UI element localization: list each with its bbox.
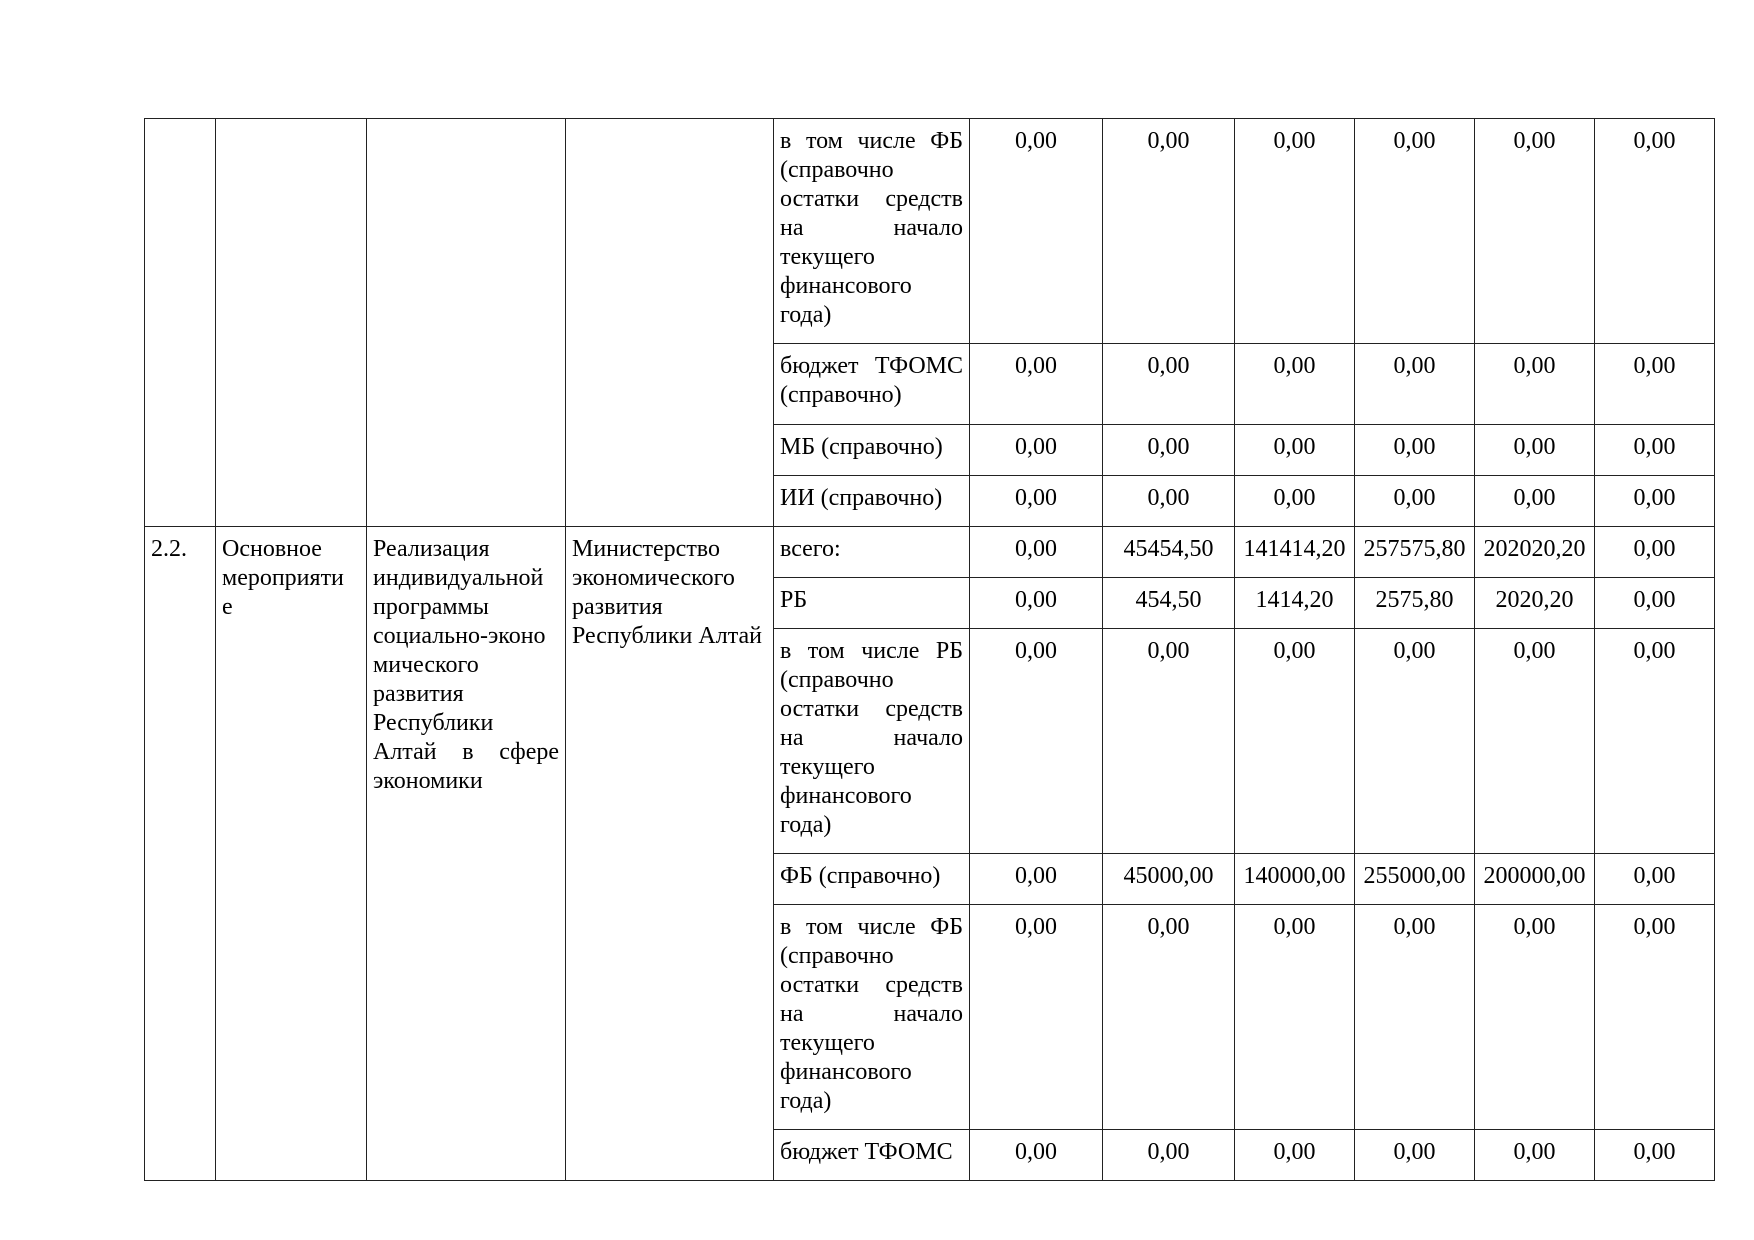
value-cell: 0,00 xyxy=(1235,425,1355,476)
value-cell: 1414,20 xyxy=(1235,578,1355,629)
funding-source: бюджет ТФОМС xyxy=(774,1130,970,1181)
value-cell: 0,00 xyxy=(1595,854,1715,905)
value-cell: 0,00 xyxy=(1355,905,1475,1130)
value-cell: 257575,80 xyxy=(1355,527,1475,578)
value-cell: 0,00 xyxy=(1235,1130,1355,1181)
value-cell: 0,00 xyxy=(970,578,1103,629)
funding-source: ФБ (справочно) xyxy=(774,854,970,905)
value-cell: 0,00 xyxy=(1475,344,1595,425)
executor-cell-empty xyxy=(566,119,774,527)
value-cell: 0,00 xyxy=(1595,425,1715,476)
value-cell: 0,00 xyxy=(1475,905,1595,1130)
budget-table xyxy=(144,118,1715,1181)
value-cell: 0,00 xyxy=(1595,1130,1715,1181)
value-cell: 0,00 xyxy=(1235,119,1355,344)
funding-source: ИИ (справочно) xyxy=(774,476,970,527)
value-cell: 0,00 xyxy=(1355,344,1475,425)
value-cell: 0,00 xyxy=(1595,344,1715,425)
value-cell: 0,00 xyxy=(1103,119,1235,344)
name-cell-empty xyxy=(367,119,566,527)
value-cell: 0,00 xyxy=(970,119,1103,344)
value-cell: 0,00 xyxy=(1103,629,1235,854)
value-cell: 0,00 xyxy=(970,425,1103,476)
value-cell: 0,00 xyxy=(970,476,1103,527)
status-cell-empty xyxy=(216,119,367,527)
value-cell: 255000,00 xyxy=(1355,854,1475,905)
value-cell: 45454,50 xyxy=(1103,527,1235,578)
value-cell: 0,00 xyxy=(970,905,1103,1130)
value-cell: 0,00 xyxy=(1355,1130,1475,1181)
funding-source: бюджет ТФОМС (справочно) xyxy=(774,344,970,425)
value-cell: 0,00 xyxy=(1235,629,1355,854)
value-cell: 0,00 xyxy=(1103,344,1235,425)
value-cell: 0,00 xyxy=(1475,119,1595,344)
entry-status: Основное мероприяти е xyxy=(216,527,367,1181)
table-row xyxy=(145,119,1715,344)
value-cell: 0,00 xyxy=(970,854,1103,905)
funding-source: в том числе РБ (справочно остатки средств на начало текущего финансового года) xyxy=(774,629,970,854)
value-cell: 141414,20 xyxy=(1235,527,1355,578)
entry-name: Реализация индивидуальной программы социально-эконо мического развития Республики Алтай в сфере экономики xyxy=(367,527,566,1181)
value-cell: 140000,00 xyxy=(1235,854,1355,905)
value-cell: 0,00 xyxy=(1235,476,1355,527)
value-cell: 2020,20 xyxy=(1475,578,1595,629)
value-cell: 0,00 xyxy=(1475,1130,1595,1181)
value-cell: 0,00 xyxy=(1355,425,1475,476)
value-cell: 0,00 xyxy=(1595,527,1715,578)
value-cell: 0,00 xyxy=(1235,344,1355,425)
value-cell: 0,00 xyxy=(1595,119,1715,344)
value-cell: 0,00 xyxy=(1103,1130,1235,1181)
funding-source: РБ xyxy=(774,578,970,629)
value-cell: 0,00 xyxy=(1475,629,1595,854)
value-cell: 0,00 xyxy=(1595,476,1715,527)
value-cell: 0,00 xyxy=(1103,425,1235,476)
funding-source: в том числе ФБ (справочно остатки средств на начало текущего финансового года) xyxy=(774,119,970,344)
number-cell-empty xyxy=(145,119,216,527)
value-cell: 0,00 xyxy=(1355,629,1475,854)
entry-executor: Министерство экономического развития Республики Алтай xyxy=(566,527,774,1181)
value-cell: 2575,80 xyxy=(1355,578,1475,629)
value-cell: 0,00 xyxy=(1355,119,1475,344)
table-row xyxy=(145,527,1715,578)
value-cell: 0,00 xyxy=(1103,476,1235,527)
funding-source: всего: xyxy=(774,527,970,578)
value-cell: 0,00 xyxy=(1595,629,1715,854)
value-cell: 45000,00 xyxy=(1103,854,1235,905)
value-cell: 0,00 xyxy=(1355,476,1475,527)
funding-source: МБ (справочно) xyxy=(774,425,970,476)
funding-source: в том числе ФБ (справочно остатки средств на начало текущего финансового года) xyxy=(774,905,970,1130)
value-cell: 454,50 xyxy=(1103,578,1235,629)
value-cell: 0,00 xyxy=(1103,905,1235,1130)
value-cell: 0,00 xyxy=(1475,425,1595,476)
value-cell: 0,00 xyxy=(970,1130,1103,1181)
value-cell: 202020,20 xyxy=(1475,527,1595,578)
value-cell: 0,00 xyxy=(1235,905,1355,1130)
value-cell: 0,00 xyxy=(970,629,1103,854)
value-cell: 0,00 xyxy=(970,527,1103,578)
value-cell: 200000,00 xyxy=(1475,854,1595,905)
value-cell: 0,00 xyxy=(1475,476,1595,527)
value-cell: 0,00 xyxy=(1595,578,1715,629)
entry-number: 2.2. xyxy=(145,527,216,1181)
value-cell: 0,00 xyxy=(970,344,1103,425)
value-cell: 0,00 xyxy=(1595,905,1715,1130)
